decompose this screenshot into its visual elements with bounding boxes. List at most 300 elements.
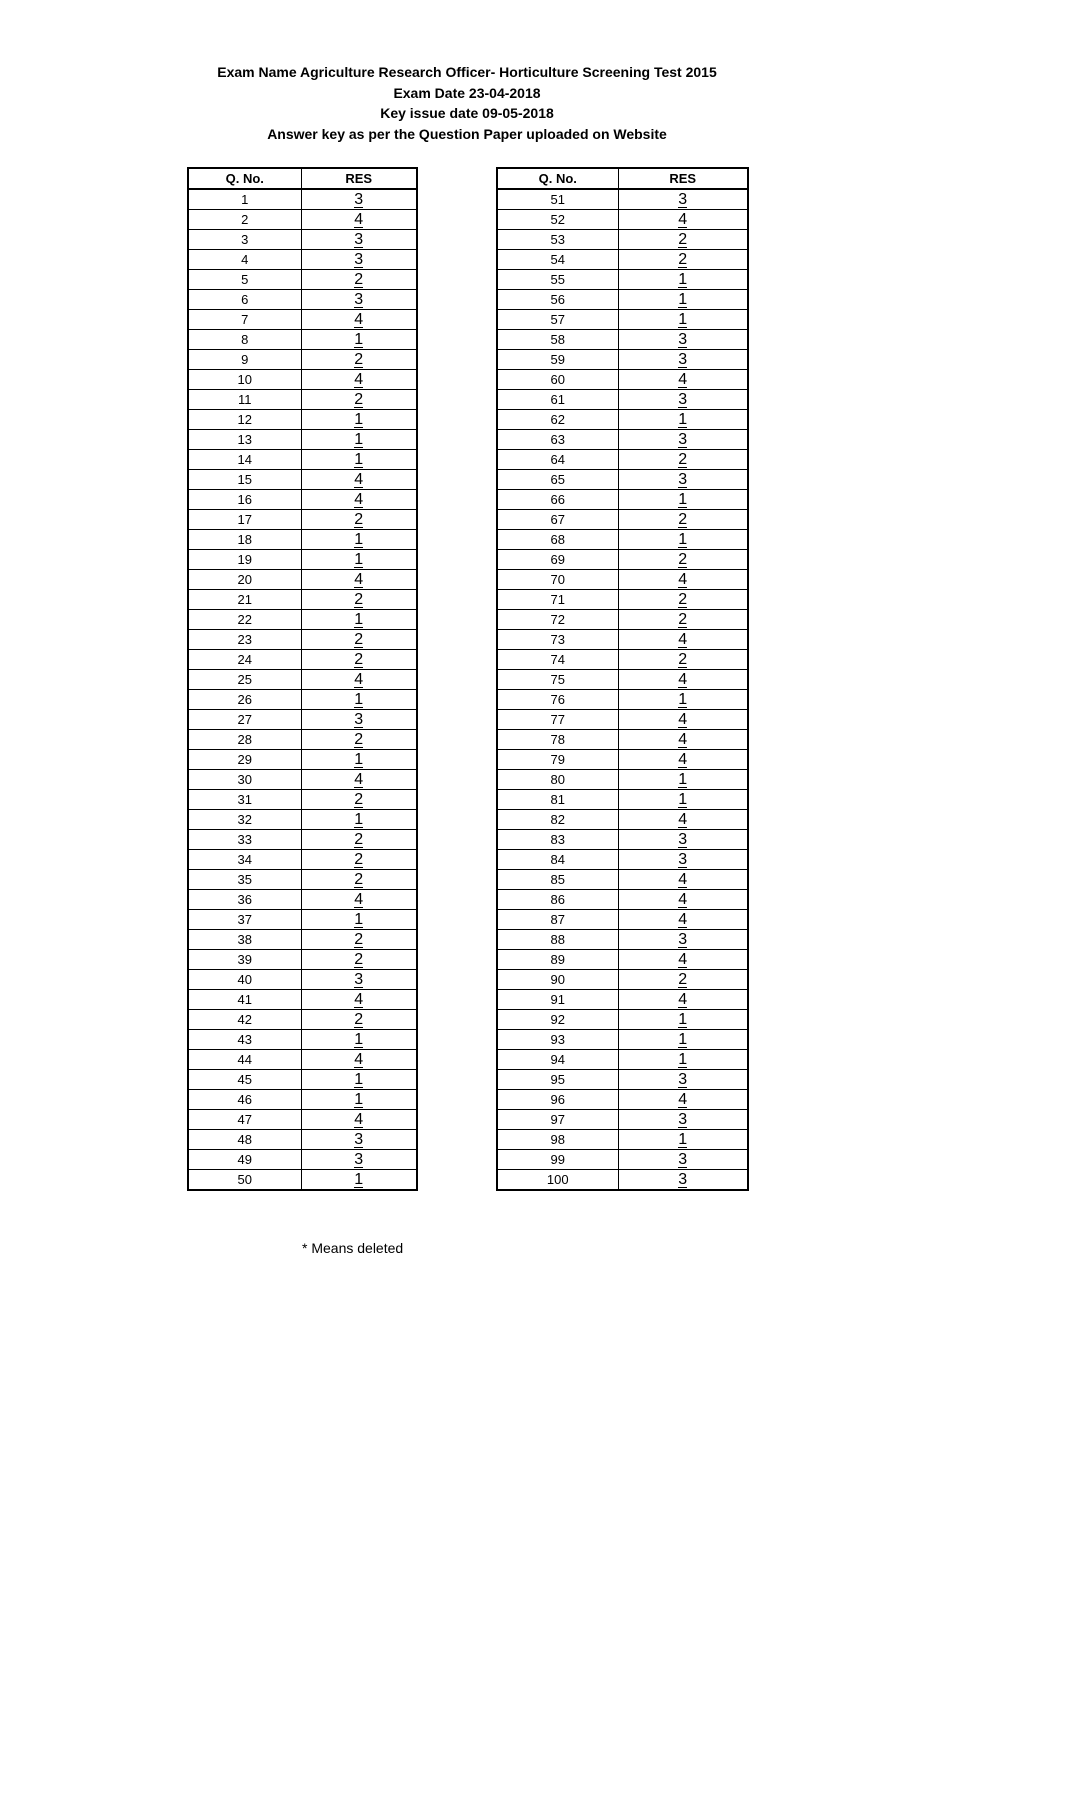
question-number-cell: 8 bbox=[188, 330, 301, 350]
response-cell bbox=[301, 210, 417, 230]
response-value: 1 bbox=[678, 411, 688, 428]
response-value: 2 bbox=[354, 591, 364, 608]
table-row bbox=[188, 1150, 417, 1170]
table-row bbox=[188, 770, 417, 790]
table-row bbox=[497, 1030, 748, 1050]
res-header: RES bbox=[301, 168, 417, 189]
response-value: 2 bbox=[354, 511, 364, 528]
response-value: 3 bbox=[678, 931, 688, 948]
question-number-cell: 85 bbox=[497, 870, 618, 890]
response-value: 1 bbox=[354, 811, 364, 828]
response-cell bbox=[618, 870, 748, 890]
table-row bbox=[497, 930, 748, 950]
response-value: 2 bbox=[354, 731, 364, 748]
response-value: 3 bbox=[354, 711, 364, 728]
response-value: 1 bbox=[678, 691, 688, 708]
response-value: 4 bbox=[678, 871, 688, 888]
response-value: 4 bbox=[354, 671, 364, 688]
table-row bbox=[188, 650, 417, 670]
response-cell bbox=[618, 950, 748, 970]
question-number-cell: 68 bbox=[497, 530, 618, 550]
question-number-cell: 90 bbox=[497, 970, 618, 990]
question-number-cell: 23 bbox=[188, 630, 301, 650]
response-value: 4 bbox=[354, 1051, 364, 1068]
table-row bbox=[497, 750, 748, 770]
footnote: * Means deleted bbox=[302, 1240, 404, 1256]
table-row bbox=[497, 790, 748, 810]
response-value: 2 bbox=[354, 351, 364, 368]
response-value: 3 bbox=[354, 251, 364, 268]
response-cell bbox=[301, 830, 417, 850]
response-value: 2 bbox=[354, 931, 364, 948]
response-cell bbox=[301, 750, 417, 770]
response-cell bbox=[301, 510, 417, 530]
response-cell bbox=[618, 590, 748, 610]
response-cell bbox=[618, 510, 748, 530]
response-cell bbox=[301, 550, 417, 570]
question-number-cell: 60 bbox=[497, 370, 618, 390]
response-value: 2 bbox=[354, 871, 364, 888]
table-row bbox=[188, 990, 417, 1010]
table-row bbox=[497, 890, 748, 910]
response-value: 4 bbox=[678, 731, 688, 748]
response-cell bbox=[618, 189, 748, 210]
response-cell bbox=[618, 650, 748, 670]
response-value: 3 bbox=[678, 851, 688, 868]
response-cell bbox=[301, 950, 417, 970]
response-value: 1 bbox=[678, 271, 688, 288]
table-row bbox=[188, 1010, 417, 1030]
question-number-cell: 42 bbox=[188, 1010, 301, 1030]
response-value: 2 bbox=[678, 251, 688, 268]
question-number-cell: 25 bbox=[188, 670, 301, 690]
question-number-cell: 29 bbox=[188, 750, 301, 770]
response-cell bbox=[301, 1030, 417, 1050]
table-row bbox=[497, 1110, 748, 1130]
document-header bbox=[0, 62, 934, 144]
table-row bbox=[188, 230, 417, 250]
question-number-cell: 27 bbox=[188, 710, 301, 730]
question-number-cell: 16 bbox=[188, 490, 301, 510]
question-number-cell: 52 bbox=[497, 210, 618, 230]
response-value: 3 bbox=[678, 471, 688, 488]
question-number-cell: 89 bbox=[497, 950, 618, 970]
question-number-cell: 34 bbox=[188, 850, 301, 870]
response-cell bbox=[618, 1150, 748, 1170]
question-number-cell: 28 bbox=[188, 730, 301, 750]
response-cell bbox=[618, 530, 748, 550]
response-cell bbox=[301, 730, 417, 750]
question-number-cell: 24 bbox=[188, 650, 301, 670]
response-cell bbox=[618, 270, 748, 290]
response-cell bbox=[618, 310, 748, 330]
response-value: 1 bbox=[354, 691, 364, 708]
response-value: 1 bbox=[354, 1171, 364, 1188]
question-number-cell: 47 bbox=[188, 1110, 301, 1130]
question-number-cell: 58 bbox=[497, 330, 618, 350]
table-row bbox=[188, 970, 417, 990]
response-value: 3 bbox=[678, 1111, 688, 1128]
table-row bbox=[497, 1170, 748, 1191]
response-value: 4 bbox=[678, 1091, 688, 1108]
table-row bbox=[188, 450, 417, 470]
response-value: 1 bbox=[354, 531, 364, 548]
question-number-cell: 65 bbox=[497, 470, 618, 490]
response-cell bbox=[618, 410, 748, 430]
response-value: 2 bbox=[354, 851, 364, 868]
table-row bbox=[188, 730, 417, 750]
response-cell bbox=[618, 850, 748, 870]
answer-rows-right bbox=[497, 189, 748, 1190]
response-cell bbox=[301, 310, 417, 330]
table-row bbox=[497, 350, 748, 370]
table-row bbox=[188, 850, 417, 870]
response-value: 3 bbox=[354, 191, 364, 208]
response-value: 2 bbox=[354, 391, 364, 408]
question-number-cell: 64 bbox=[497, 450, 618, 470]
response-cell bbox=[618, 230, 748, 250]
table-row bbox=[188, 370, 417, 390]
question-number-cell: 75 bbox=[497, 670, 618, 690]
question-number-cell: 71 bbox=[497, 590, 618, 610]
response-cell bbox=[301, 1110, 417, 1130]
response-value: 4 bbox=[678, 991, 688, 1008]
question-number-cell: 13 bbox=[188, 430, 301, 450]
response-cell bbox=[301, 850, 417, 870]
response-value: 3 bbox=[354, 231, 364, 248]
table-row bbox=[188, 510, 417, 530]
response-value: 1 bbox=[354, 551, 364, 568]
answer-key-note: Answer key as per the Question Paper uploaded on Website bbox=[267, 125, 667, 142]
question-number-cell: 79 bbox=[497, 750, 618, 770]
response-value: 3 bbox=[678, 831, 688, 848]
question-number-cell: 36 bbox=[188, 890, 301, 910]
question-number-cell: 2 bbox=[188, 210, 301, 230]
response-value: 1 bbox=[678, 1051, 688, 1068]
response-cell bbox=[301, 430, 417, 450]
question-number-cell: 98 bbox=[497, 1130, 618, 1150]
question-number-cell: 14 bbox=[188, 450, 301, 470]
response-value: 2 bbox=[354, 831, 364, 848]
question-number-cell: 82 bbox=[497, 810, 618, 830]
table-row bbox=[497, 230, 748, 250]
response-cell bbox=[618, 1030, 748, 1050]
table-row bbox=[497, 530, 748, 550]
table-row bbox=[497, 370, 748, 390]
question-number-cell: 22 bbox=[188, 610, 301, 630]
table-row bbox=[497, 490, 748, 510]
response-cell bbox=[301, 770, 417, 790]
response-cell bbox=[618, 430, 748, 450]
response-value: 1 bbox=[678, 771, 688, 788]
table-row bbox=[188, 570, 417, 590]
table-row bbox=[188, 350, 417, 370]
response-value: 1 bbox=[354, 611, 364, 628]
question-number-cell: 37 bbox=[188, 910, 301, 930]
table-row bbox=[497, 850, 748, 870]
question-number-cell: 63 bbox=[497, 430, 618, 450]
response-cell bbox=[301, 410, 417, 430]
question-number-cell: 4 bbox=[188, 250, 301, 270]
response-value: 4 bbox=[354, 1111, 364, 1128]
table-row bbox=[188, 670, 417, 690]
response-cell bbox=[301, 870, 417, 890]
table-row bbox=[188, 810, 417, 830]
table-row bbox=[497, 290, 748, 310]
table-row bbox=[188, 1170, 417, 1191]
response-cell bbox=[618, 1070, 748, 1090]
response-cell bbox=[301, 1130, 417, 1150]
question-number-cell: 78 bbox=[497, 730, 618, 750]
response-cell bbox=[618, 1010, 748, 1030]
question-number-cell: 38 bbox=[188, 930, 301, 950]
table-row bbox=[188, 750, 417, 770]
question-number-cell: 18 bbox=[188, 530, 301, 550]
answer-rows-left bbox=[188, 189, 417, 1190]
question-number-cell: 44 bbox=[188, 1050, 301, 1070]
question-number-cell: 57 bbox=[497, 310, 618, 330]
table-row bbox=[188, 550, 417, 570]
question-number-cell: 81 bbox=[497, 790, 618, 810]
response-cell bbox=[301, 470, 417, 490]
question-number-cell: 48 bbox=[188, 1130, 301, 1150]
table-row bbox=[497, 1130, 748, 1150]
response-value: 1 bbox=[354, 751, 364, 768]
response-cell bbox=[618, 490, 748, 510]
table-row bbox=[497, 1050, 748, 1070]
table-row bbox=[497, 430, 748, 450]
question-number-cell: 83 bbox=[497, 830, 618, 850]
table-row bbox=[188, 250, 417, 270]
table-row bbox=[497, 910, 748, 930]
response-cell bbox=[301, 970, 417, 990]
response-cell bbox=[301, 650, 417, 670]
response-cell bbox=[301, 610, 417, 630]
response-cell bbox=[301, 189, 417, 210]
table-row bbox=[188, 630, 417, 650]
question-number-cell: 67 bbox=[497, 510, 618, 530]
response-cell bbox=[301, 690, 417, 710]
table-row bbox=[497, 410, 748, 430]
response-value: 2 bbox=[354, 1011, 364, 1028]
question-number-cell: 74 bbox=[497, 650, 618, 670]
table-row bbox=[188, 590, 417, 610]
response-cell bbox=[301, 390, 417, 410]
response-value: 2 bbox=[354, 791, 364, 808]
answer-table-right bbox=[496, 167, 749, 1191]
table-row bbox=[188, 1070, 417, 1090]
exam-name: Exam Name Agriculture Research Officer- Horticulture Screening Test 2015 bbox=[217, 64, 717, 80]
table-row bbox=[188, 930, 417, 950]
response-cell bbox=[301, 490, 417, 510]
response-cell bbox=[301, 250, 417, 270]
table-row bbox=[188, 1110, 417, 1130]
response-value: 4 bbox=[354, 471, 364, 488]
response-cell bbox=[618, 710, 748, 730]
response-value: 1 bbox=[678, 311, 688, 328]
response-value: 4 bbox=[678, 811, 688, 828]
response-cell bbox=[301, 1010, 417, 1030]
question-number-cell: 73 bbox=[497, 630, 618, 650]
response-cell bbox=[618, 570, 748, 590]
table-row bbox=[188, 690, 417, 710]
response-value: 2 bbox=[678, 511, 688, 528]
table-header-row bbox=[497, 168, 748, 189]
qno-header: Q. No. bbox=[188, 168, 301, 189]
table-row bbox=[497, 650, 748, 670]
question-number-cell: 17 bbox=[188, 510, 301, 530]
response-value: 4 bbox=[678, 671, 688, 688]
response-value: 3 bbox=[678, 351, 688, 368]
response-value: 1 bbox=[354, 1071, 364, 1088]
question-number-cell: 94 bbox=[497, 1050, 618, 1070]
response-value: 3 bbox=[678, 1151, 688, 1168]
table-row bbox=[188, 710, 417, 730]
table-row bbox=[497, 590, 748, 610]
response-value: 2 bbox=[354, 951, 364, 968]
table-row bbox=[188, 470, 417, 490]
response-value: 4 bbox=[354, 571, 364, 588]
response-cell bbox=[618, 730, 748, 750]
response-cell bbox=[618, 990, 748, 1010]
response-cell bbox=[618, 1130, 748, 1150]
response-cell bbox=[618, 210, 748, 230]
response-value: 4 bbox=[678, 951, 688, 968]
response-cell bbox=[618, 790, 748, 810]
response-value: 1 bbox=[678, 1011, 688, 1028]
question-number-cell: 50 bbox=[188, 1170, 301, 1191]
question-number-cell: 6 bbox=[188, 290, 301, 310]
response-cell bbox=[301, 790, 417, 810]
response-cell bbox=[301, 810, 417, 830]
table-row bbox=[497, 670, 748, 690]
response-value: 2 bbox=[678, 451, 688, 468]
response-cell bbox=[618, 250, 748, 270]
question-number-cell: 9 bbox=[188, 350, 301, 370]
response-value: 1 bbox=[678, 791, 688, 808]
response-cell bbox=[301, 450, 417, 470]
table-row bbox=[497, 690, 748, 710]
table-row bbox=[497, 450, 748, 470]
question-number-cell: 95 bbox=[497, 1070, 618, 1090]
response-cell bbox=[301, 890, 417, 910]
response-value: 3 bbox=[354, 971, 364, 988]
question-number-cell: 84 bbox=[497, 850, 618, 870]
table-row bbox=[188, 790, 417, 810]
key-issue-date: Key issue date 09-05-2018 bbox=[380, 105, 554, 121]
response-value: 1 bbox=[354, 451, 364, 468]
table-row bbox=[497, 570, 748, 590]
response-cell bbox=[618, 770, 748, 790]
response-value: 3 bbox=[354, 291, 364, 308]
table-row bbox=[497, 210, 748, 230]
response-value: 4 bbox=[354, 211, 364, 228]
question-number-cell: 7 bbox=[188, 310, 301, 330]
response-value: 1 bbox=[678, 1131, 688, 1148]
response-cell bbox=[618, 910, 748, 930]
table-row bbox=[188, 610, 417, 630]
question-number-cell: 15 bbox=[188, 470, 301, 490]
response-value: 1 bbox=[354, 411, 364, 428]
question-number-cell: 66 bbox=[497, 490, 618, 510]
table-row bbox=[497, 990, 748, 1010]
response-cell bbox=[618, 690, 748, 710]
table-row bbox=[188, 430, 417, 450]
question-number-cell: 59 bbox=[497, 350, 618, 370]
response-cell bbox=[301, 1150, 417, 1170]
response-value: 3 bbox=[354, 1131, 364, 1148]
response-cell bbox=[618, 970, 748, 990]
question-number-cell: 51 bbox=[497, 189, 618, 210]
response-cell bbox=[618, 390, 748, 410]
response-value: 1 bbox=[354, 1031, 364, 1048]
table-row bbox=[188, 830, 417, 850]
response-value: 2 bbox=[354, 271, 364, 288]
response-cell bbox=[301, 350, 417, 370]
response-cell bbox=[618, 810, 748, 830]
question-number-cell: 19 bbox=[188, 550, 301, 570]
response-cell bbox=[301, 1070, 417, 1090]
question-number-cell: 99 bbox=[497, 1150, 618, 1170]
response-value: 2 bbox=[354, 651, 364, 668]
table-row bbox=[188, 330, 417, 350]
question-number-cell: 69 bbox=[497, 550, 618, 570]
response-cell bbox=[301, 230, 417, 250]
question-number-cell: 92 bbox=[497, 1010, 618, 1030]
question-number-cell: 31 bbox=[188, 790, 301, 810]
response-value: 3 bbox=[678, 1071, 688, 1088]
question-number-cell: 72 bbox=[497, 610, 618, 630]
table-row bbox=[497, 310, 748, 330]
question-number-cell: 1 bbox=[188, 189, 301, 210]
table-row bbox=[497, 810, 748, 830]
table-row bbox=[497, 1090, 748, 1110]
table-row bbox=[497, 710, 748, 730]
response-cell bbox=[618, 450, 748, 470]
table-row bbox=[497, 630, 748, 650]
table-row bbox=[497, 390, 748, 410]
table-row bbox=[188, 1030, 417, 1050]
response-cell bbox=[301, 1050, 417, 1070]
answer-table-left bbox=[187, 167, 418, 1191]
question-number-cell: 86 bbox=[497, 890, 618, 910]
response-cell bbox=[618, 470, 748, 490]
response-value: 3 bbox=[678, 1171, 688, 1188]
response-value: 3 bbox=[678, 391, 688, 408]
response-cell bbox=[301, 530, 417, 550]
table-row bbox=[188, 950, 417, 970]
response-value: 2 bbox=[678, 971, 688, 988]
question-number-cell: 33 bbox=[188, 830, 301, 850]
response-cell bbox=[301, 1090, 417, 1110]
table-row bbox=[497, 870, 748, 890]
response-value: 1 bbox=[354, 911, 364, 928]
response-value: 2 bbox=[678, 651, 688, 668]
table-row bbox=[188, 410, 417, 430]
question-number-cell: 26 bbox=[188, 690, 301, 710]
response-cell bbox=[301, 930, 417, 950]
response-value: 2 bbox=[678, 551, 688, 568]
question-number-cell: 45 bbox=[188, 1070, 301, 1090]
question-number-cell: 53 bbox=[497, 230, 618, 250]
response-value: 3 bbox=[354, 1151, 364, 1168]
table-row bbox=[497, 970, 748, 990]
table-row bbox=[188, 870, 417, 890]
response-cell bbox=[301, 570, 417, 590]
response-cell bbox=[301, 990, 417, 1010]
response-cell bbox=[618, 610, 748, 630]
table-row bbox=[497, 189, 748, 210]
